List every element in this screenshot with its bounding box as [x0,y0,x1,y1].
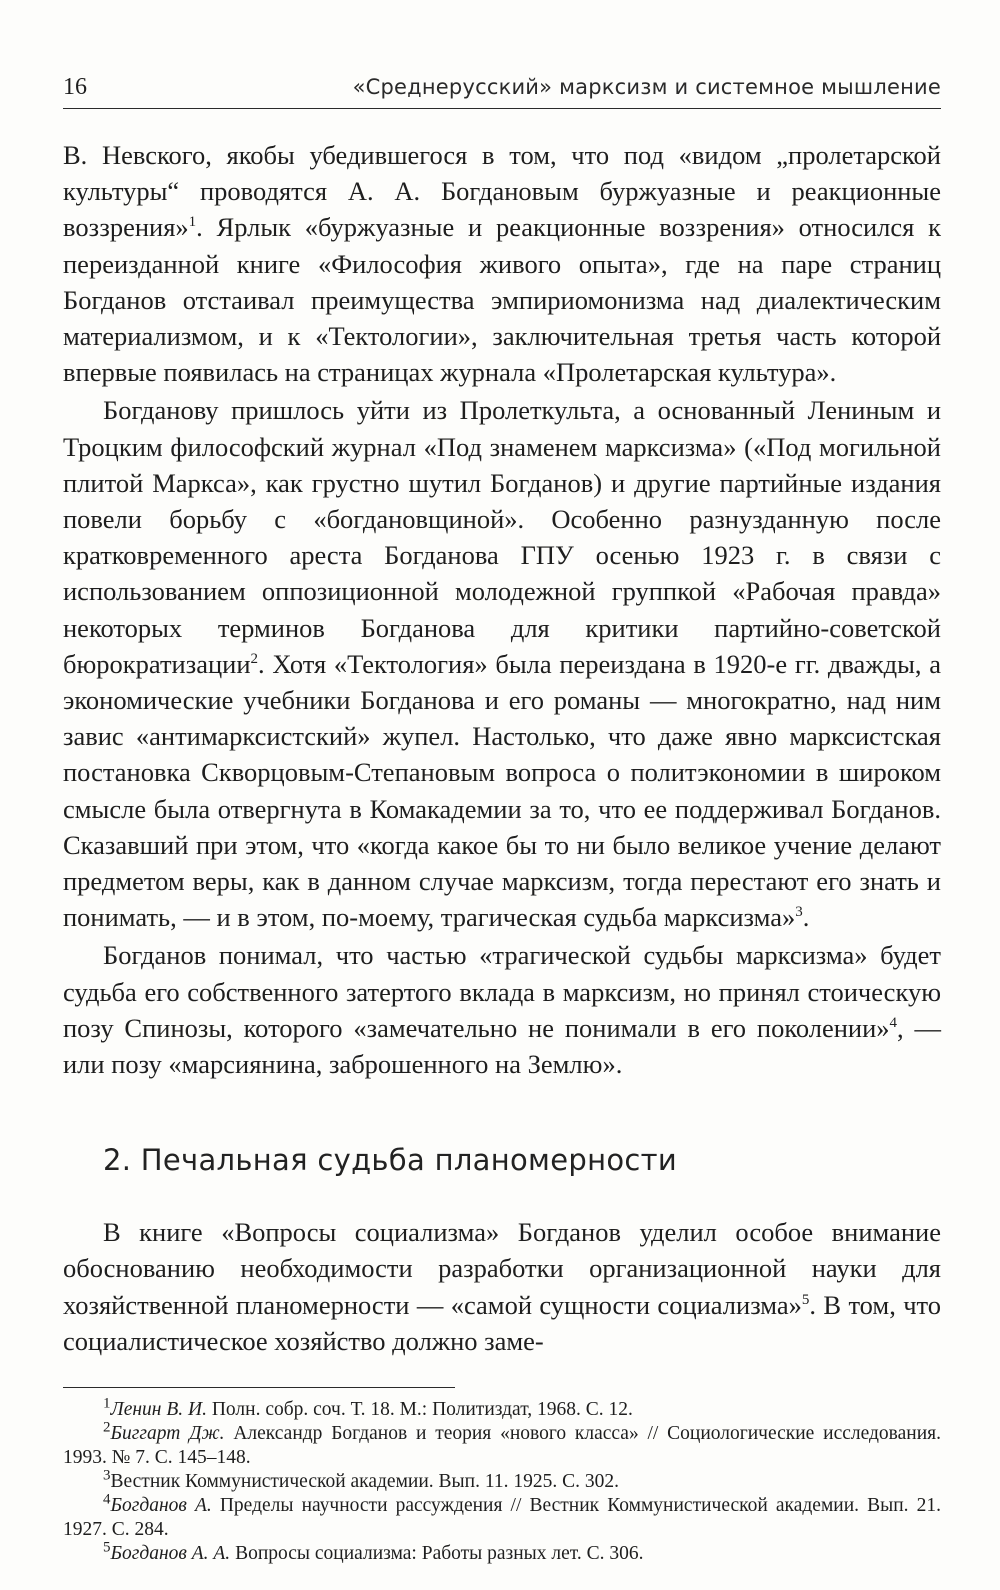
footnote-text: Пределы научности рассуждения // Вестник Коммунистической академии. Вып. 21. 1927. С. 284. [63,1495,942,1541]
text-run: Богданову пришлось уйти из Пролеткульта, а основанный Лениным и Троцким философский журнал «Под знаменем марксизма» («Под могильной плитой Маркса», как грустно шутил Богданов) и другие партийные издания повели борьбу с «богдановщиной». Особенно разнузданную после кратковременного ареста Богданова ГПУ осенью 1923 г. в связи с использованием оппозиционной молодежной группкой «Рабочая правда» некоторых терминов Богданова для критики партийно-советской бюрократизации [63,395,941,679]
footnote [63,1419,941,1470]
footnote-author: Биггарт Дж. [110,1423,225,1445]
footnote-number: 3 [103,1467,111,1484]
footnote [63,1467,941,1494]
paragraph [63,937,941,1082]
text-run: . Ярлык «буржуазные и реакционные воззрения» относился к переизданной книге «Философия живого опыта», где на паре страниц Богданов отстаивал преимущества эмпириомонизма над диалектическим материализмом, и к «Тектологии», заключительная третья часть которой впервые появилась на страницах журнала «Пролетарская культура». [63,212,941,388]
footnote-number: 1 [103,1395,111,1412]
text-run: В. Невского, якобы убедившегося в том, что под «видом „пролетарской культуры“ проводятся А. А. Богдановым буржуазные и реакционные воззрения» [63,140,941,243]
section-paragraph [63,1214,941,1359]
running-header [63,70,941,109]
footnote-author: Ленин В. И. [110,1399,207,1421]
footnote [63,1395,941,1422]
footnote-ref: 2 [250,651,259,668]
footnote-ref: 4 [889,1015,898,1032]
footnote-ref: 1 [188,214,197,231]
footnote-number: 4 [103,1491,111,1508]
page-number: 16 [63,74,87,100]
footnote-text: Полн. собр. соч. Т. 18. М.: Политиздат, 1968. С. 12. [206,1399,633,1421]
footnote-number: 2 [103,1419,111,1436]
section-heading: 2. Печальная судьба планомерности [103,1143,677,1178]
footnote [63,1491,942,1542]
text-run: . [802,902,810,933]
main-text [63,137,941,1359]
footnote-text: Вопросы социализма: Работы разных лет. С. 306. [230,1543,644,1565]
running-title: «Среднерусский» марксизм и системное мышление [352,75,941,99]
book-page [63,70,941,1566]
paragraph [63,392,941,935]
footnote [63,1539,941,1566]
text-run: . Хотя «Тектология» была переиздана в 1920-е гг. дважды, а экономические учебники Богданова и его романы — многократно, над ним завис «антимарксистский» жупел. Настолько, что даже явно марксистская постановка Скворцовым-Степановым вопроса о политэкономии в широком смысле была отвергнута в Комакадемии за то, что ее поддерживал Богданов. Сказавший при этом, что «когда какое бы то ни было великое учение делают предметом веры, как в данном случае марксизм, тогда перестают его знать и понимать, — и в этом, по-моему, трагическая судьба марксизма» [63,648,941,933]
footnote-text: Вестник Коммунистической академии. Вып. 11. 1925. С. 302. [110,1471,619,1493]
footnote-ref: 5 [801,1291,810,1308]
text-run: , — или позу «марсиянина, заброшенного на Землю». [63,1012,941,1080]
footnote-author: Богданов А. [110,1495,212,1517]
text-run: В книге «Вопросы социализма» Богданов уделил особое внимание обоснованию необходимости разработки организационной науки для хозяйственной планомерности — «самой сущности социализма» [63,1217,941,1320]
footnote-number: 5 [103,1539,111,1556]
footnotes [63,1395,942,1566]
text-run: Богданов понимал, что частью «трагической судьбы марксизма» будет судьба его собственного затертого вклада в марксизм, но принял стоическую позу Спинозы, которого «замечательно не понимали в его поколении» [63,940,941,1043]
paragraph [63,137,941,390]
paragraphs [63,137,941,1082]
footnote-divider [63,1387,455,1388]
footnote-text: Александр Богданов и теория «нового класса» // Социологические исследования. 1993. № 7. С. 145–148. [63,1423,941,1469]
text-run: . В том, что социалистическое хозяйство должно заме- [63,1289,942,1356]
footnote-ref: 3 [795,904,803,921]
footnote-author: Богданов А. А. [110,1543,231,1565]
